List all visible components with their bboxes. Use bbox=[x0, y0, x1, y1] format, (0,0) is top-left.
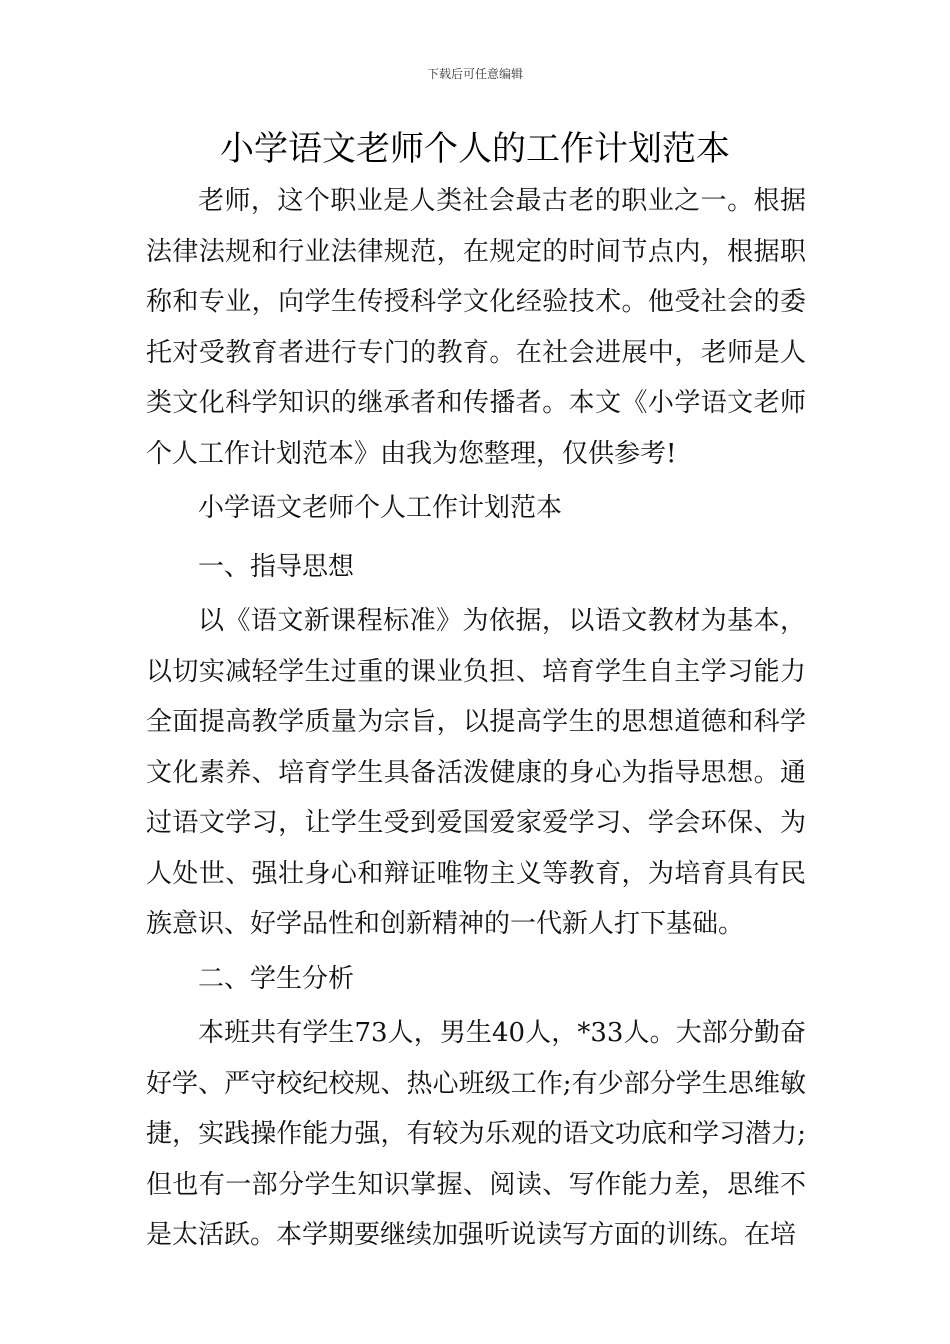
header-note: 下载后可任意编辑 bbox=[426, 67, 523, 81]
document-body bbox=[146, 176, 806, 1261]
document-title: 小学语文老师个人的工作计划范本 bbox=[220, 129, 730, 169]
subtitle-heading: 小学语文老师个人工作计划范本 bbox=[198, 493, 563, 523]
guiding-thought-paragraph: 以《语文新课程标准》为依据，以语文教材为基本，以切实减轻学生过重的课业负担、培育学生自主学习能力全面提高教学质量为宗旨，以提高学生的思想道德和科学文化素养、培育学生具备活泼健康的身心为指导思想。通过语文学习，让学生受到爱国爱家爱学习、学会环保、为人处世、强壮身心和辩证唯物主义等教育，为培育具有民族意识、好学品性和创新精神的一代新人打下基础。 bbox=[146, 606, 806, 939]
section-heading-student-analysis: 二、学生分析 bbox=[198, 963, 355, 994]
student-analysis-paragraph: 本班共有学生73人，男生40人，*33人。大部分勤奋好学、严守校纪校规、热心班级工作;有少部分学生思维敏捷，实践操作能力强，有较为乐观的语文功底和学习潜力;但也有一部分学生知识掌握、阅读、写作能力差，思维不是太活跃。本学期要继续加强听说读写方面的训练。在培 bbox=[146, 1018, 806, 1250]
section-heading-guiding-thought: 一、指导思想 bbox=[198, 551, 355, 582]
intro-paragraph: 老师，这个职业是人类社会最古老的职业之一。根据法律法规和行业法律规范，在规定的时间节点内，根据职称和专业，向学生传授科学文化经验技术。他受社会的委托对受教育者进行专门的教育。在社会进展中，老师是人类文化科学知识的继承者和传播者。本文《小学语文老师个人工作计划范本》由我为您整理，仅供参考! bbox=[146, 186, 806, 469]
